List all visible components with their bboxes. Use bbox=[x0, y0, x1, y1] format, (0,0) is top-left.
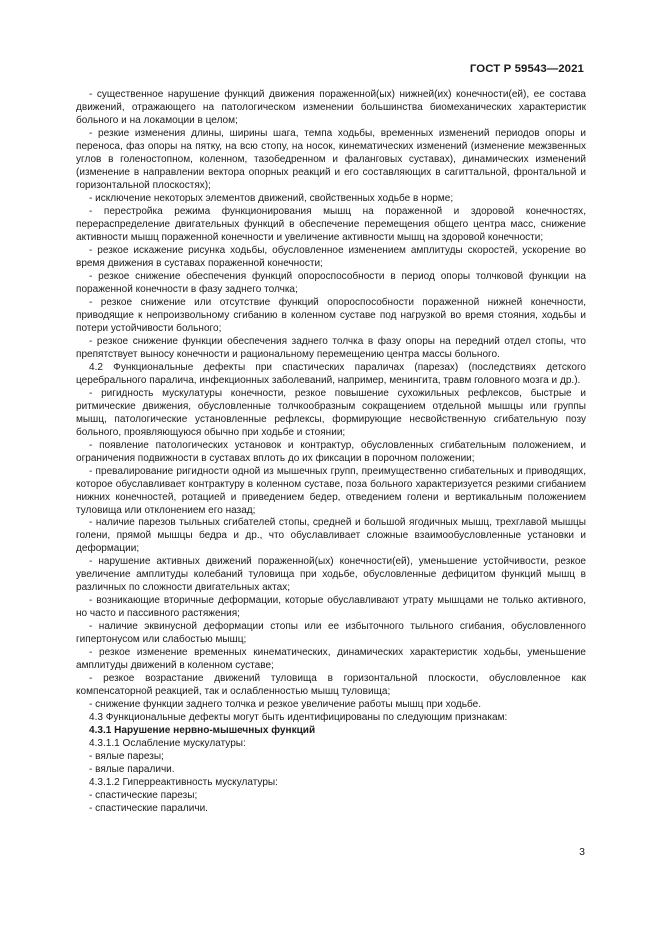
paragraph: - ригидность мускулатуры конечности, резкое повышение сухожильных рефлексов, быстрые и ритмические движения, обусловленные толчкообразным сокращением отдельной мышцы или группы мышц, патологические установленные рефлексы, формирующие несвойственную сгибательную позу больного, проявляющуюся обычно при ходьбе и стоянии; bbox=[76, 387, 586, 438]
paragraph: - резкое снижение или отсутствие функций опороспособности пораженной нижней конечности, приводящие к непроизвольному сгибанию в коленном суставе под нагрузкой во время стояния, ходьбы и потери устойчивости больного; bbox=[76, 296, 586, 334]
paragraph: - резкое искажение рисунка ходьбы, обусловленное изменением амплитуды скоростей, ускорение во время движения в суставах пораженной конечности; bbox=[76, 244, 586, 269]
section-4-2-paragraph: 4.2 Функциональные дефекты при спастических параличах (парезах) (последствиях детского церебрального паралича, инфекционных заболеваний, например, менингита, травм головного мозга и др.). bbox=[76, 361, 586, 386]
paragraph: - наличие эквинусной деформации стопы или ее избыточного тыльного сгибания, обусловленного гипертонусом или слабостью мышц; bbox=[76, 621, 586, 646]
paragraph: - резкие изменения длины, ширины шага, темпа ходьбы, временных изменений периодов опоры и переноса, фаз опоры на пятку, на всю стопу, на носок, кинематических изменений (изменение межзвенных углов в голеностопном, коленном, тазобедренном и фаланговых суставах), динамических изменений (изменение в направлении вектора опорных реакций и его составляющих в сагиттальной, фронтальной и горизонтальной плоскостях); bbox=[76, 127, 586, 191]
paragraph: - возникающие вторичные деформации, которые обуславливают утрату мышцами не только активного, но часто и пассивного растяжения; bbox=[76, 595, 586, 620]
section-4-3-1-heading: 4.3.1 Нарушение нервно-мышечных функций bbox=[89, 725, 316, 737]
subsection-heading: 4.3.1.2 Гиперреактивность мускулатуры: bbox=[89, 777, 278, 789]
paragraph: - превалирование ригидности одной из мышечных групп, преимущественно сгибательных и приводящих, которое обуславливает контрактуру в коленном суставе, поза больного характеризуется резкими сгибанием нижних конечностей, ротацией и приведением бедер, отведением голени и вертикальным положением туловища или отклонением его назад; bbox=[76, 465, 586, 516]
paragraph: - появление патологических установок и контрактур, обусловленных сгибательным положением, и ограничения подвижности в суставах вплоть до их фиксации в порочном положении; bbox=[76, 439, 586, 464]
list-item: - вялые парезы; bbox=[89, 751, 164, 763]
section-4-3-paragraph: 4.3 Функциональные дефекты могут быть идентифицированы по следующим признакам: bbox=[89, 712, 508, 724]
list-item: - спастические параличи. bbox=[89, 803, 208, 815]
paragraph: - исключение некоторых элементов движений, свойственных ходьбе в норме; bbox=[89, 192, 454, 204]
standard-number: ГОСТ Р 59543—2021 bbox=[469, 63, 584, 75]
page-number: 3 bbox=[579, 846, 585, 858]
paragraph: - нарушение активных движений пораженной(ых) конечности(ей), уменьшение устойчивости, резкое увеличение амплитуды колебаний туловища при ходьбе, обусловленные дефицитом функций мышц в различных по сложности двигательных актах; bbox=[76, 556, 586, 594]
paragraph: - наличие парезов тыльных сгибателей стопы, средней и большой ягодичных мышц, трехглавой мышцы голени, прямой мышцы бедра и др., что обуславливает сложные взаимообусловленные установки и деформации; bbox=[76, 517, 586, 555]
list-item: - спастические парезы; bbox=[89, 790, 198, 802]
document-body bbox=[76, 89, 586, 816]
paragraph: - существенное нарушение функций движения пораженной(ых) нижней(их) конечности(ей), ее состава движений, отражающего на патологическом изменении большинства биомеханических характеристик больного и на локамоции в целом; bbox=[76, 89, 586, 126]
paragraph: - резкое изменение временных кинематических, динамических характеристик ходьбы, уменьшение амплитуды движений в коленном суставе; bbox=[76, 647, 586, 672]
paragraph: - снижение функции заднего толчка и резкое увеличение работы мышц при ходьбе. bbox=[89, 699, 482, 711]
paragraph: - резкое возрастание движений туловища в горизонтальной плоскости, обусловленное как компенсаторной реакцией, так и ослабленностью мышц туловища; bbox=[76, 673, 586, 698]
paragraph: - перестройка режима функционирования мышц на пораженной и здоровой конечностях, перераспределение двигательных функций в обеспечение перемещения общего центра масс, снижение активности мышц пораженной конечности и увеличение активности мышц на здоровой конечности; bbox=[76, 205, 586, 243]
subsection-heading: 4.3.1.1 Ослабление мускулатуры: bbox=[89, 738, 246, 750]
paragraph: - резкое снижение функции обеспечения заднего толчка в фазу опоры на передний отдел стопы, что препятствует выносу конечности и рациональному перемещению центра массы больного. bbox=[76, 335, 586, 360]
paragraph: - резкое снижение обеспечения функций опороспособности в период опоры толчковой функции на пораженной конечности в фазу заднего толчка; bbox=[76, 270, 586, 295]
list-item: - вялые параличи. bbox=[89, 764, 175, 776]
